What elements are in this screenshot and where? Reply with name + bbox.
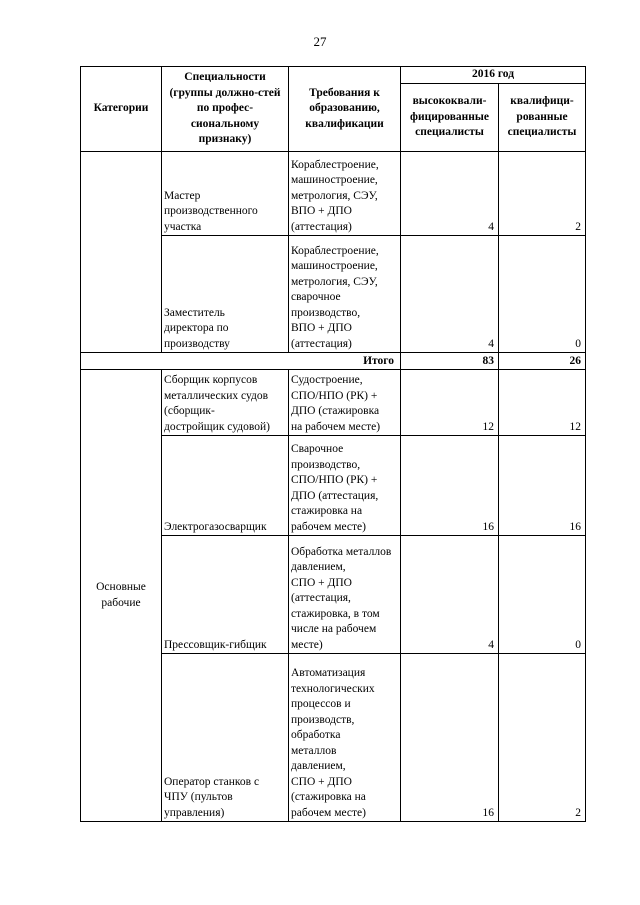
- highly-qualified-cell: 12: [401, 370, 499, 436]
- specialty-cell: Электрогазосварщик: [162, 436, 289, 536]
- requirements-cell: Обработка металлов давлением, СПО + ДПО (аттестация, стажировка, в том числе на рабочем месте): [289, 536, 401, 654]
- specialty-cell: Заместитель директора по производству: [162, 236, 289, 353]
- total-label: Итого: [81, 353, 401, 370]
- requirements-cell: Кораблестроение, машиностроение, метрология, СЭУ, сварочное производство, ВПО + ДПО (аттестация): [289, 236, 401, 353]
- highly-qualified-cell: 4: [401, 152, 499, 236]
- qualified-cell: 0: [499, 236, 586, 353]
- total-qualified: 26: [499, 353, 586, 370]
- total-row: [81, 353, 586, 370]
- highly-qualified-cell: 4: [401, 236, 499, 353]
- category-cell-empty: [81, 152, 162, 353]
- specialty-cell: Мастер производственного участка: [162, 152, 289, 236]
- requirements-cell: Сварочное производство, СПО/НПО (РК) + ДПО (аттестация, стажировка на рабочем месте): [289, 436, 401, 536]
- qualified-cell: 2: [499, 654, 586, 822]
- header-highly-qualified: высококвали-фицированные специалисты: [401, 84, 499, 152]
- header-year: 2016 год: [401, 67, 586, 84]
- header-qualified: квалифици-рованные специалисты: [499, 84, 586, 152]
- header-requirements: Требования к образованию, квалификации: [289, 67, 401, 152]
- total-highly-qualified: 83: [401, 353, 499, 370]
- specialty-cell: Прессовщик-гибщик: [162, 536, 289, 654]
- requirements-cell: Автоматизация технологических процессов и производств, обработка металлов давлением, СПО + ДПО (стажировка на рабочем месте): [289, 654, 401, 822]
- specialty-cell: Оператор станков с ЧПУ (пультов управления): [162, 654, 289, 822]
- table-row: [81, 370, 586, 436]
- requirements-cell: Кораблестроение, машиностроение, метрология, СЭУ, ВПО + ДПО (аттестация): [289, 152, 401, 236]
- category-cell: Основные рабочие: [81, 370, 162, 822]
- highly-qualified-cell: 16: [401, 654, 499, 822]
- qualified-cell: 2: [499, 152, 586, 236]
- qualified-cell: 0: [499, 536, 586, 654]
- staffing-table: [80, 66, 586, 822]
- header-specialties: Специальности (группы должно-стей по профес-сиональному признаку): [162, 67, 289, 152]
- highly-qualified-cell: 4: [401, 536, 499, 654]
- qualified-cell: 12: [499, 370, 586, 436]
- specialty-cell: Сборщик корпусов металлических судов (сборщик- достройщик судовой): [162, 370, 289, 436]
- header-category: Категории: [81, 67, 162, 152]
- highly-qualified-cell: 16: [401, 436, 499, 536]
- qualified-cell: 16: [499, 436, 586, 536]
- table-row: [81, 152, 586, 236]
- requirements-cell: Судостроение, СПО/НПО (РК) + ДПО (стажировка на рабочем месте): [289, 370, 401, 436]
- page-number: 27: [313, 34, 327, 49]
